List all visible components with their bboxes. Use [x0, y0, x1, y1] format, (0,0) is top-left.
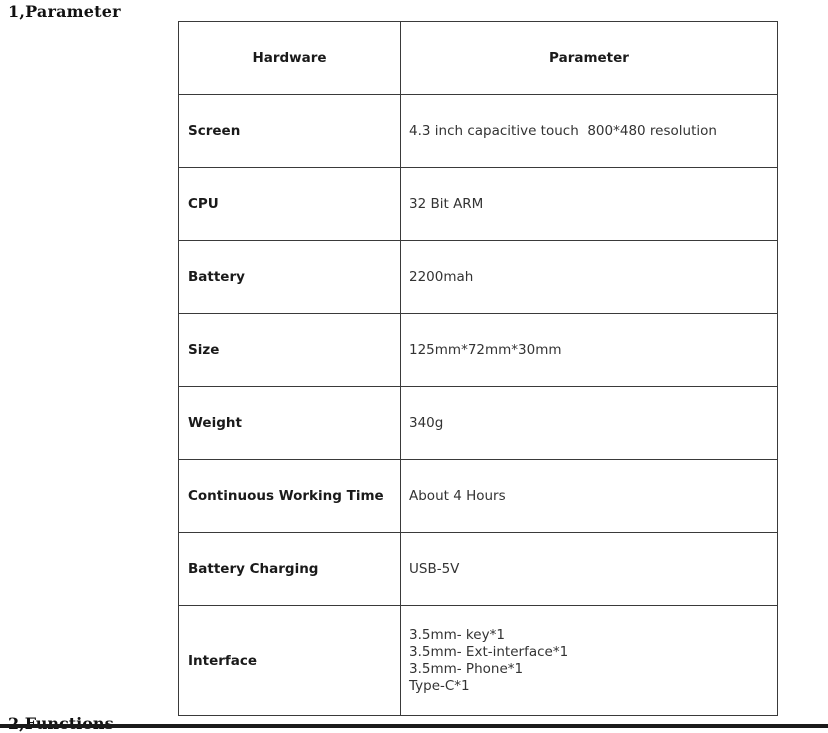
interface-line: 3.5mm- key*1 — [409, 626, 505, 643]
hardware-cell: Size — [179, 314, 401, 387]
parameter-cell: 32 Bit ARM — [401, 168, 778, 241]
table-row — [179, 387, 778, 460]
table-row — [179, 533, 778, 606]
column-header-parameter: Parameter — [401, 22, 778, 95]
interface-line: 3.5mm- Phone*1 — [409, 660, 524, 677]
hardware-cell: Battery Charging — [179, 533, 401, 606]
hardware-cell: Interface — [179, 606, 401, 716]
hardware-cell: Screen — [179, 95, 401, 168]
table-row — [179, 95, 778, 168]
parameter-cell: 2200mah — [401, 241, 778, 314]
parameter-table — [178, 21, 778, 716]
parameter-cell: 4.3 inch capacitive touch 800*480 resolution — [401, 95, 778, 168]
table-row — [179, 241, 778, 314]
parameter-cell: About 4 Hours — [401, 460, 778, 533]
parameter-cell: USB-5V — [401, 533, 778, 606]
parameter-cell: 125mm*72mm*30mm — [401, 314, 778, 387]
interface-line: Type-C*1 — [409, 677, 470, 694]
hardware-cell: Continuous Working Time — [179, 460, 401, 533]
interface-line: 3.5mm- Ext-interface*1 — [409, 643, 569, 660]
hardware-cell: CPU — [179, 168, 401, 241]
hardware-cell: Weight — [179, 387, 401, 460]
table-row — [179, 168, 778, 241]
table-row — [179, 314, 778, 387]
table-row — [179, 606, 778, 716]
column-header-hardware: Hardware — [179, 22, 401, 95]
page-bottom-rule — [0, 724, 828, 728]
hardware-cell: Battery — [179, 241, 401, 314]
table-header-row — [179, 22, 778, 95]
parameter-cell: 340g — [401, 387, 778, 460]
table-row — [179, 460, 778, 533]
section-title: 1,Parameter — [8, 2, 121, 21]
parameter-cell — [401, 606, 778, 716]
